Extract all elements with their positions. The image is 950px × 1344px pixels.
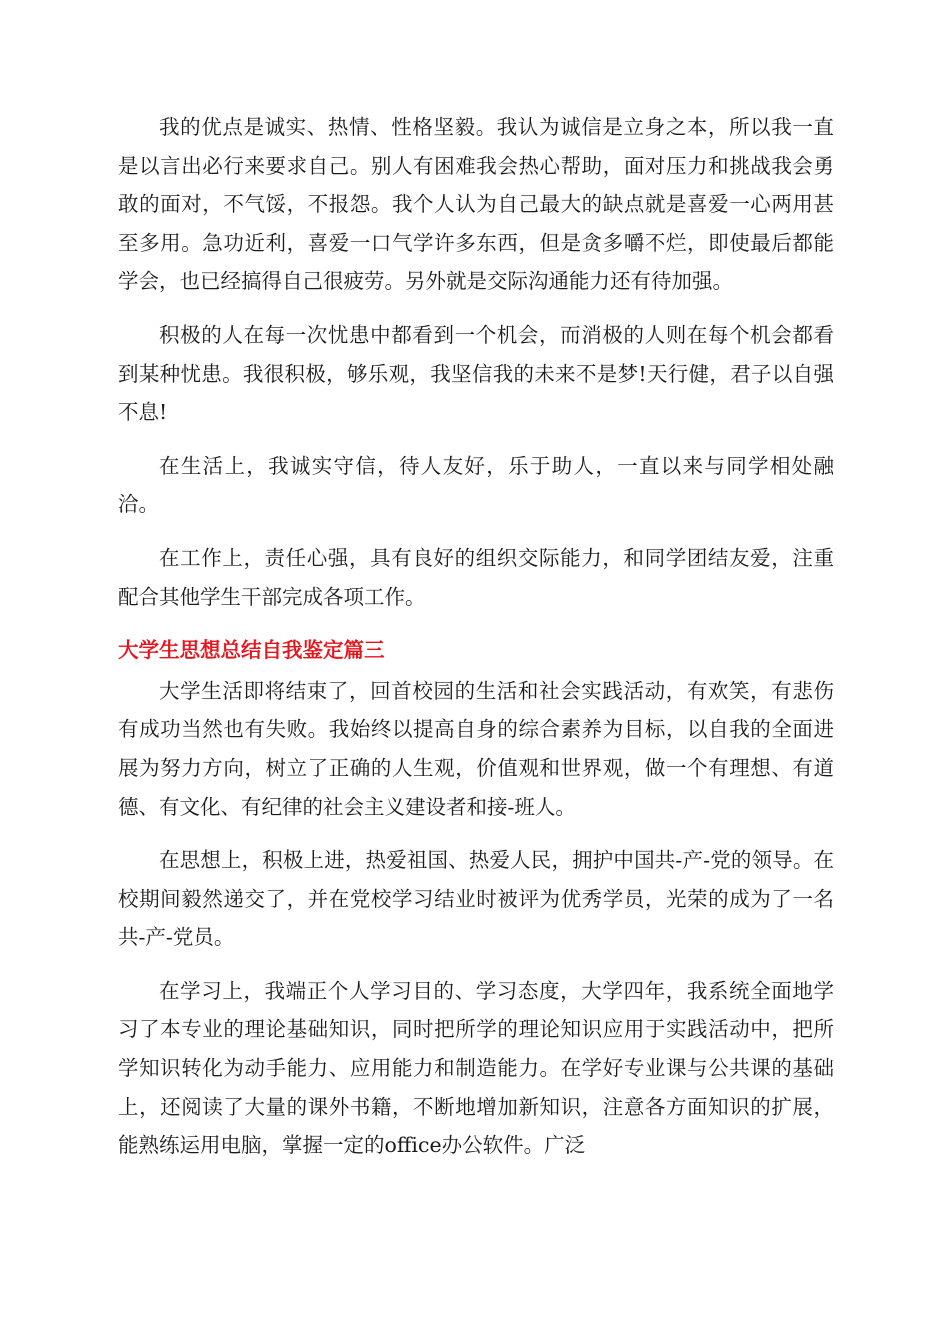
paragraph-study: 在学习上，我端正个人学习目的、学习态度，大学四年，我系统全面地学习了本专业的理论基础知识，同时把所学的理论知识应用于实践活动中，把所学知识转化为动手能力、应用能力和制造能力。在学好专业课与公共课的基础上，还阅读了大量的课外书籍，不断地增加新知识，注意各方面知识的扩展，能熟练运用电脑，掌握一定的office办公软件。广泛 — [118, 978, 834, 1158]
paragraph-university-life: 大学生活即将结束了，回首校园的生活和社会实践活动，有欢笑，有悲伤有成功当然也有失败。我始终以提高自身的综合素养为目标，以自我的全面进展为努力方向，树立了正确的人生观，价值观和世界观，做一个有理想、有道德、有文化、有纪律的社会主义建设者和接-班人。 — [118, 678, 834, 819]
paragraph-work: 在工作上，责任心强，具有良好的组织交际能力，和同学团结友爱，注重配合其他学生干部完成各项工作。 — [118, 545, 834, 609]
paragraph-life: 在生活上，我诚实守信，待人友好，乐于助人，一直以来与同学相处融洽。 — [118, 453, 834, 517]
paragraph-thought: 在思想上，积极上进，热爱祖国、热爱人民，拥护中国共-产-党的领导。在校期间毅然递交了，并在党校学习结业时被评为优秀学员，光荣的成为了一名共-产-党员。 — [118, 848, 834, 950]
paragraph-strengths: 我的优点是诚实、热情、性格坚毅。我认为诚信是立身之本，所以我一直是以言出必行来要求自己。别人有困难我会热心帮助，面对压力和挑战我会勇敢的面对，不气馁，不报怨。我个人认为自己最大的缺点就是喜爱一心两用甚至多用。急功近利，喜爱一口气学许多东西，但是贪多嚼不烂，即使最后都能学会，也已经搞得自己很疲劳。另外就是交际沟通能力还有待加强。 — [118, 115, 834, 294]
document-body — [118, 108, 834, 1180]
section-heading: 大学生思想总结自我鉴定篇三 — [118, 638, 385, 663]
paragraph-optimism: 积极的人在每一次忧患中都看到一个机会，而消极的人则在每个机会都看到某种忧患。我很积极，够乐观，我坚信我的未来不是梦!天行健，君子以自强不息! — [118, 322, 834, 425]
